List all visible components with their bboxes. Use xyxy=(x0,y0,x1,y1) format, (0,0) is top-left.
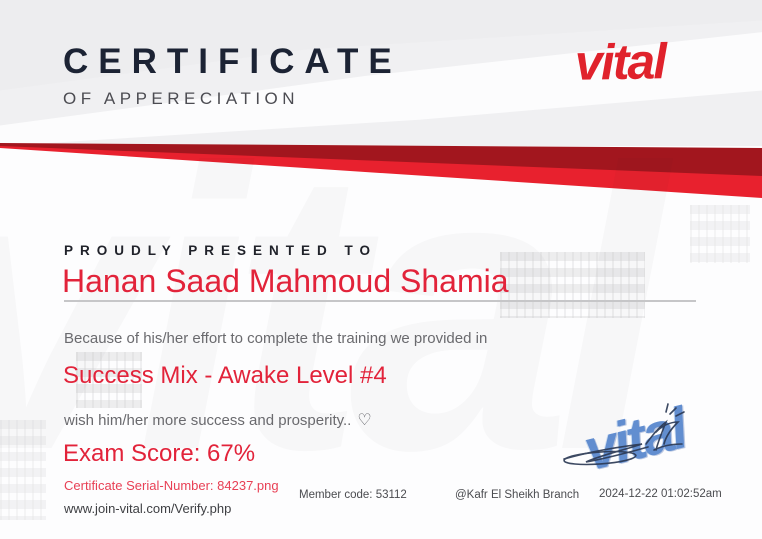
wish-line xyxy=(64,410,372,430)
issue-timestamp: 2024-12-22 01:02:52am xyxy=(599,488,722,500)
branch-name: @Kafr El Sheikh Branch xyxy=(455,489,580,501)
title-block xyxy=(63,44,402,109)
member-code: Member code: 53112 xyxy=(299,489,407,501)
heart-icon: ♡ xyxy=(357,412,372,429)
certificate-serial-number: Certificate Serial-Number: 84237.png xyxy=(64,478,279,493)
course-name: Success Mix - Awake Level #4 xyxy=(63,362,387,389)
background-glyph-pattern xyxy=(690,205,750,263)
red-ribbon xyxy=(0,140,762,202)
signature-icon xyxy=(558,392,758,492)
stamp-area xyxy=(558,392,758,492)
verify-url: www.join-vital.com/Verify.php xyxy=(64,501,232,516)
certificate-title: CERTIFICATE xyxy=(63,42,402,81)
vital-logo: vital xyxy=(574,33,666,91)
background-glyph-pattern xyxy=(0,420,46,520)
wish-text: wish him/her more success and prosperity.. xyxy=(64,412,352,429)
name-underline xyxy=(64,300,696,302)
vital-stamp: vital xyxy=(577,395,692,484)
reason-text: Because of his/her effort to complete the training we provided in xyxy=(64,330,488,347)
presented-to-label: PROUDLY PRESENTED TO xyxy=(64,243,378,258)
recipient-name: Hanan Saad Mahmoud Shamia xyxy=(62,263,509,299)
background-glyph-pattern xyxy=(500,252,645,318)
certificate-subtitle: OF APPERECIATION xyxy=(63,89,300,108)
exam-score: Exam Score: 67% xyxy=(63,440,256,467)
